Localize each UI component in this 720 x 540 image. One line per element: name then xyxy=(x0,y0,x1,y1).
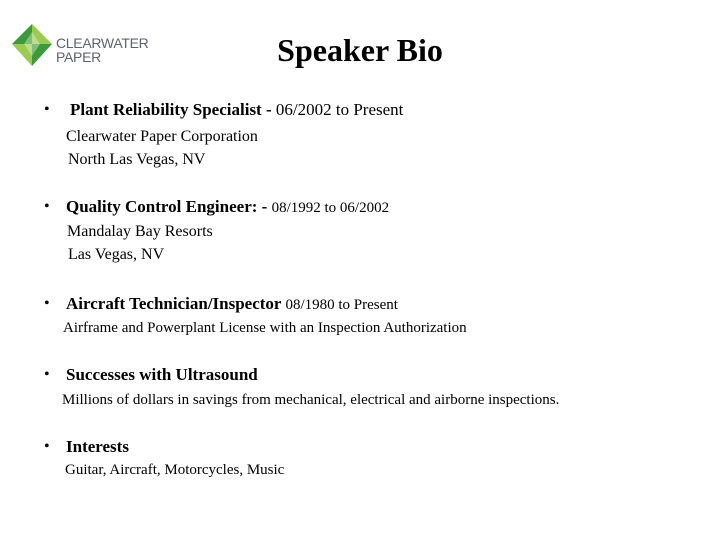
bio-item-quality-control xyxy=(44,197,389,218)
bio-item-detail-line: Clearwater Paper Corporation xyxy=(66,128,258,145)
logo-line-2: PAPER xyxy=(56,49,101,65)
bullet-icon: • xyxy=(44,198,50,215)
bio-item-heading: Successes with Ultrasound xyxy=(66,365,258,384)
bio-item-dates: 08/1992 to 06/2002 xyxy=(271,200,390,216)
bio-item-plant-reliability xyxy=(44,100,403,121)
bio-item-heading: Interests xyxy=(66,437,129,456)
bullet-icon: • xyxy=(44,101,50,118)
bio-item-detail-line: Las Vegas, NV xyxy=(68,246,165,263)
bio-item-heading: Plant Reliability Specialist - xyxy=(70,100,276,119)
bullet-icon: • xyxy=(44,366,50,383)
bio-item-detail-line: Guitar, Aircraft, Motorcycles, Music xyxy=(65,462,285,478)
bullet-icon: • xyxy=(44,438,50,455)
bio-item-interests xyxy=(44,437,129,458)
logo-line-1: CLEARWATER xyxy=(56,35,149,51)
bio-item-detail-line: Millions of dollars in savings from mechanical, electrical and airborne inspections. xyxy=(62,392,560,408)
bio-item-ultrasound-successes xyxy=(44,365,258,386)
bullet-icon: • xyxy=(44,295,50,312)
bio-item-dates: 06/2002 to Present xyxy=(275,100,404,119)
bio-item-aircraft-technician xyxy=(44,294,398,315)
bio-item-detail-line: Mandalay Bay Resorts xyxy=(67,223,213,240)
bio-item-detail-line: Airframe and Powerplant License with an Inspection Authorization xyxy=(63,320,467,336)
bio-item-heading: Quality Control Engineer: - xyxy=(66,197,272,216)
page-title: Speaker Bio xyxy=(277,32,443,68)
bio-item-detail-line: North Las Vegas, NV xyxy=(68,151,206,168)
bio-item-heading: Aircraft Technician/Inspector xyxy=(66,294,286,313)
bio-item-dates: 08/1980 to Present xyxy=(285,297,398,313)
